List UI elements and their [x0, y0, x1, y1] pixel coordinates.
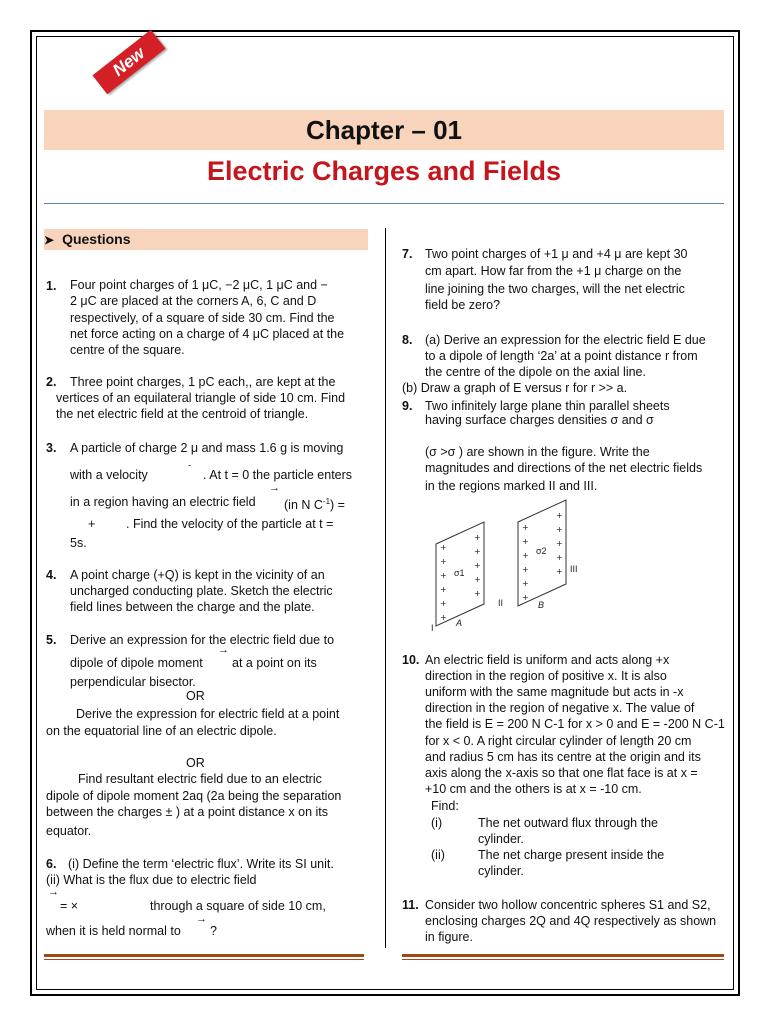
question-text: in figure. — [425, 930, 473, 944]
svg-text:+: + — [556, 553, 563, 562]
question-text: + — [88, 517, 96, 531]
question-text: cylinder. — [478, 832, 524, 846]
svg-text:+: + — [556, 511, 563, 520]
question-text: . Find the velocity of the particle at t = — [126, 517, 334, 531]
question-text: having surface charges densities σ and σ — [425, 413, 654, 427]
questions-header — [44, 229, 368, 250]
arrow-bullet-icon: ➤ — [44, 233, 55, 247]
question-text: field lines between the charge and the plate. — [70, 600, 315, 614]
chapter-subtitle: Electric Charges and Fields — [206, 156, 562, 186]
question-text: axis along the x-axis so that one flat face is at x = — [425, 766, 698, 780]
question-number: 6. — [46, 857, 57, 871]
svg-text:+: + — [474, 533, 481, 542]
question-text: vertices of an equilateral triangle of side 10 cm. Find — [56, 391, 346, 405]
svg-text:+: + — [522, 593, 529, 602]
footer-rule-left — [44, 954, 364, 957]
svg-text:+: + — [474, 589, 481, 598]
svg-text:+: + — [440, 557, 447, 566]
question-text: Two infinitely large plane thin parallel sheets — [425, 399, 670, 413]
footer-rule-left-thin — [44, 959, 364, 960]
vector-arrow-icon: → — [196, 913, 207, 925]
or-separator: OR — [186, 756, 205, 770]
question-text: (i) Define the term ‘electric flux’. Write its SI unit. — [68, 857, 334, 871]
sheet-b-label: B — [538, 600, 545, 610]
question-text: to a dipole of length ‘2a’ at a point distance r from — [425, 349, 698, 363]
question-text: and radius 5 cm has its centre at the origin and its — [425, 750, 701, 764]
question-text: The net charge present inside the — [478, 848, 665, 862]
question-text: (σ >σ ) are shown in the figure. Write the — [425, 445, 650, 459]
svg-text:+: + — [522, 579, 529, 588]
question-text: on the equatorial line of an electric dipole. — [46, 724, 277, 738]
vector-arrow-icon: → — [218, 644, 229, 656]
question-text: through a square of side 10 cm, — [150, 899, 326, 913]
question-text: 5s. — [70, 536, 87, 550]
question-text: equator. — [46, 824, 92, 838]
question-number: 4. — [46, 568, 57, 582]
question-text: A particle of charge 2 μ and mass 1.6 g is moving — [70, 441, 344, 455]
region-III-label: III — [570, 564, 578, 574]
svg-text:+: + — [556, 567, 563, 576]
question-text: A point charge (+Q) is kept in the vicinity of an — [70, 568, 325, 582]
question-text: with a velocity — [70, 468, 148, 482]
new-badge: New — [92, 30, 165, 94]
svg-text:+: + — [522, 537, 529, 546]
region-I-label: I — [431, 623, 434, 632]
question-text: Find resultant electric field due to an electric — [78, 772, 322, 786]
question-text: ) = — [330, 498, 345, 513]
column-divider — [385, 228, 386, 948]
question-text: when it is held normal to — [46, 924, 181, 938]
svg-text:+: + — [440, 613, 447, 622]
subpart-number: (i) — [431, 816, 443, 830]
question-number: 7. — [402, 247, 413, 261]
question-text: Find: — [431, 799, 459, 813]
chapter-title: Chapter – 01 — [305, 115, 463, 145]
svg-text:+: + — [474, 575, 481, 584]
question-text: direction in the region of negative x. The value of — [425, 701, 695, 715]
question-text: in a region having an electric field — [70, 495, 256, 509]
svg-text:+: + — [522, 551, 529, 560]
question-text: Consider two hollow concentric spheres S1 and S2, — [425, 898, 711, 912]
question-text: Derive an expression for the electric field due to — [70, 633, 335, 647]
question-text — [284, 494, 345, 514]
or-separator: OR — [186, 689, 205, 703]
svg-text:+: + — [474, 561, 481, 570]
question-text: Derive the expression for electric field at a point — [76, 707, 340, 721]
svg-text:+: + — [474, 547, 481, 556]
question-text: ? — [210, 924, 217, 938]
question-text: Four point charges of 1 μC, −2 μC, 1 μC and − — [70, 278, 328, 292]
question-text: dipole of dipole moment 2aq (2a being the separation — [46, 789, 342, 803]
question-text: 2 μC are placed at the corners A, 6, C and D — [70, 294, 317, 308]
question-text: net force acting on a charge of 4 μC placed at the — [70, 327, 345, 341]
question-text: direction in the region of positive x. It is also — [425, 669, 667, 683]
question-text: line joining the two charges, will the net electric — [425, 282, 685, 296]
svg-text:+: + — [556, 539, 563, 548]
question-text: for x < 0. A right circular cylinder of length 20 cm — [425, 734, 692, 748]
question-text: (in N C — [284, 498, 323, 513]
vector-arrow-icon: → — [48, 886, 59, 898]
superscript: -1 — [322, 497, 331, 506]
question-text: uncharged conducting plate. Sketch the electric — [70, 584, 333, 598]
question-text: cm apart. How far from the +1 μ charge on the — [425, 264, 682, 278]
question-text: magnitudes and directions of the net electric fields — [425, 461, 703, 475]
question-text: An electric field is uniform and acts along +x — [425, 653, 670, 667]
svg-text:+: + — [440, 571, 447, 580]
svg-text:+: + — [440, 543, 447, 552]
subpart-number: (ii) — [431, 848, 445, 862]
question-text: Two point charges of +1 μ and +4 μ are kept 30 — [425, 247, 688, 261]
vector-arrow-icon: → — [269, 482, 280, 494]
question-text: uniform with the same magnitude but acts in -x — [425, 685, 684, 699]
question-text: the net electric field at the centroid of triangle. — [56, 407, 309, 421]
sigma2-label: σ2 — [536, 546, 547, 556]
question-number: 5. — [46, 633, 57, 647]
questions-label: Questions — [62, 231, 131, 247]
svg-text:+: + — [440, 585, 447, 594]
sigma1-label: σ1 — [454, 568, 465, 578]
region-II-label: II — [498, 598, 504, 608]
svg-text:+: + — [556, 525, 563, 534]
question-text: centre of the square. — [70, 343, 185, 357]
question-text: (a) Derive an expression for the electric field E due — [425, 333, 706, 347]
question-text: Three point charges, 1 pC each,, are kept at the — [70, 375, 336, 389]
question-number: 11. — [402, 898, 419, 912]
question-text: perpendicular bisector. — [70, 675, 196, 689]
question-number: 9. — [402, 399, 413, 413]
question-text: +10 cm and the others is at x = -10 cm. — [425, 782, 642, 796]
sheet-a-label: A — [456, 618, 463, 628]
question-text: the centre of the dipole on the axial line. — [425, 365, 646, 379]
question-text: (b) Draw a graph of E versus r for r >> a. — [402, 381, 628, 395]
question-text: between the charges ± ) at a point distance x on its — [46, 805, 329, 819]
question-text: . At t = 0 the particle enters — [203, 468, 353, 482]
footer-rule-right — [402, 954, 724, 957]
question-text: enclosing charges 2Q and 4Q respectively as shown — [425, 914, 717, 928]
question-text: dipole of dipole moment — [70, 656, 203, 670]
svg-text:+: + — [522, 523, 529, 532]
question-text: at a point on its — [232, 656, 317, 670]
title-divider — [44, 203, 724, 204]
question-number: 10. — [402, 653, 420, 667]
question-text: respectively, of a square of side 30 cm. Find the — [70, 311, 335, 325]
question-text: the field is E = 200 N C-1 for x > 0 and E = -200 N C-1 — [425, 717, 725, 731]
question-text: cylinder. — [478, 864, 524, 878]
question-number: 1. — [46, 279, 57, 293]
svg-text:+: + — [440, 599, 447, 608]
question-text: = × — [60, 899, 79, 913]
vector-symbol: ˉ — [188, 464, 192, 475]
question-text: field be zero? — [425, 298, 501, 312]
footer-rule-right-thin — [402, 959, 724, 960]
question-number: 3. — [46, 441, 57, 455]
question-number: 2. — [46, 375, 57, 389]
question-number: 8. — [402, 333, 413, 347]
svg-text:+: + — [522, 565, 529, 574]
charged-sheets-figure — [428, 498, 600, 632]
question-text: (ii) What is the flux due to electric field — [46, 873, 257, 887]
question-text: in the regions marked II and III. — [425, 479, 598, 493]
question-text: The net outward flux through the — [478, 816, 658, 830]
